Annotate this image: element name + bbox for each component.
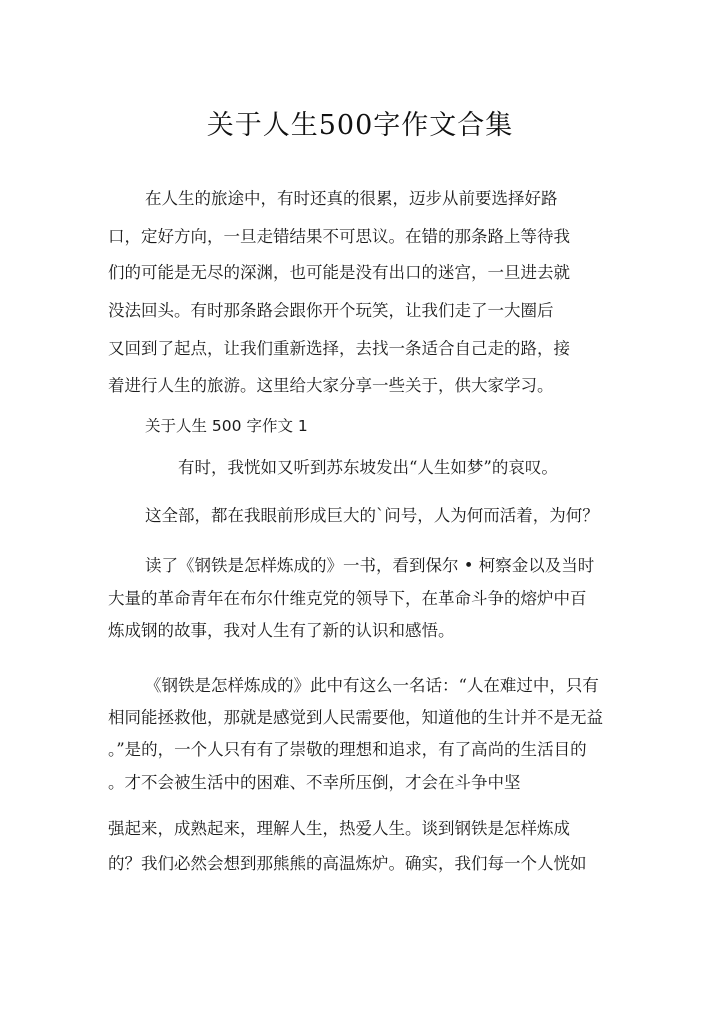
paragraph-line: 没法回头。有时那条路会跟你开个玩笑，让我们走了一大圈后 xyxy=(108,301,554,320)
paragraph-line: 大量的革命青年在布尔什维克党的领导下，在革命斗争的熔炉中百 xyxy=(108,589,587,608)
paragraph-line: 《钢铁是怎样炼成的》此中有这么一名话：“人在难过中，只有 xyxy=(145,676,599,695)
section-heading: 关于人生 500 字作文 1 xyxy=(145,417,308,435)
paragraph-line: 有时，我恍如又听到苏东坡发出“人生如梦”的哀叹。 xyxy=(178,458,558,477)
paragraph-line: 强起来，成熟起来，理解人生，热爱人生。谈到钢铁是怎样炼成 xyxy=(108,819,570,838)
paragraph-line: 的？我们必然会想到那熊熊的高温炼炉。确实，我们每一个人恍如 xyxy=(108,854,587,873)
paragraph-line: 在人生的旅途中，有时还真的很累，迈步从前要选择好路 xyxy=(145,189,558,208)
paragraph-line: 读了《钢铁是怎样炼成的》一书，看到保尔 • 柯察金以及当时 xyxy=(145,556,595,575)
paragraph-line: 。才不会被生活中的困难、不幸所压倒，才会在斗争中坚 xyxy=(108,773,521,792)
paragraph-line: 相同能拯救他，那就是感觉到人民需要他，知道他的生计并不是无益 xyxy=(108,708,603,727)
paragraph-line: 。”是的，一个人只有有了崇敬的理想和追求，有了高尚的生活目的 xyxy=(108,740,587,759)
paragraph-line: 又回到了起点，让我们重新选择，去找一条适合自己走的路，接 xyxy=(108,339,570,358)
paragraph-line: 们的可能是无尽的深渊，也可能是没有出口的迷宫，一旦进去就 xyxy=(108,263,570,282)
paragraph-line: 这全部，都在我眼前形成巨大的`问号，人为何而活着，为何？ xyxy=(145,506,599,525)
document-title: 关于人生500字作文合集 xyxy=(206,110,514,141)
paragraph-line: 着进行人生的旅游。这里给大家分享一些关于，供大家学习。 xyxy=(108,376,554,395)
paragraph-line: 口，定好方向，一旦走错结果不可思议。在错的那条路上等待我 xyxy=(108,227,570,246)
paragraph-line: 炼成钢的故事，我对人生有了新的认识和感悟。 xyxy=(108,621,455,640)
